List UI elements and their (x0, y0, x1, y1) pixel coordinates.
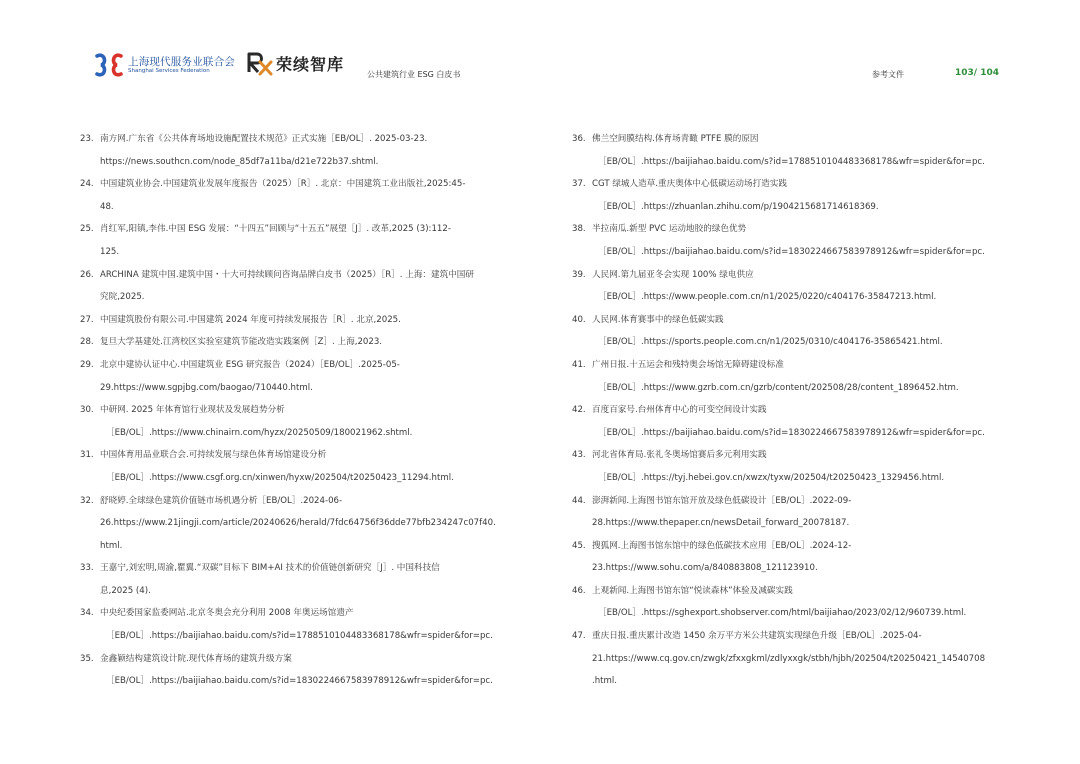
reference-line: 中国建筑股份有限公司.中国建筑 2024 年度可持续发展报告［R］. 北京,2025. (100, 314, 401, 325)
reference-line: 肖红军,阳镇,李伟.中国 ESG 发展：“十四五”回顾与“十五五”展望［J］. 改革,2025 (3):112- (100, 224, 451, 235)
reference-line: ［EB/OL］.https://www.gzrb.com.cn/gzrb/content/202508/28/content_1896452.htm. (598, 382, 959, 393)
reference-line: 中国建筑业协会.中国建筑业发展年度报告（2025）［R］. 北京：中国建筑工业出版社,2025:45- (100, 179, 466, 190)
reference-line: 26.https://www.21jingji.com/article/20240626/herald/7fdc64756f36dde77bfb234247c07f40. (100, 518, 496, 529)
reference-line: 半拉南瓜.新型 PVC 运动地胶的绿色优势 (592, 224, 747, 235)
reference-line: ［EB/OL］.https://baijiahao.baidu.com/s?id=1830224667583978912&wfr=spider&for=pc. (106, 676, 493, 687)
reference-line: 重庆日报.重庆累计改造 1450 余万平方米公共建筑实现绿色升级［EB/OL］.2025-04- (592, 631, 922, 642)
reference-line: 金鑫颖结构建筑设计院.现代体育场的建筑升级方案 (100, 653, 292, 664)
reference-line: 人民网.第九届亚冬会实现 100% 绿电供应 (592, 269, 754, 280)
reference-number: 30. (80, 405, 94, 416)
reference-text (592, 399, 1012, 444)
reference-item (80, 264, 520, 309)
reference-line: 48. (100, 201, 114, 212)
reference-text (100, 354, 520, 399)
page-number: 103/ 104 (955, 68, 999, 78)
reference-number: 38. (572, 224, 586, 235)
reference-line: 舒晓婷.全球绿色建筑价值链市场机遇分析［EB/OL］.2024-06- (100, 495, 343, 506)
org-name-cn: 上海现代服务业联合会 (128, 56, 235, 68)
reference-item (80, 218, 520, 263)
reference-line: 人民网.体育赛事中的绿色低碳实践 (592, 314, 724, 325)
reference-text (100, 218, 520, 263)
reference-item (572, 309, 1012, 354)
reference-text (100, 648, 520, 693)
reference-text (100, 173, 520, 218)
reference-line: 南方网.广东省《公共体育场地设施配置技术规范》正式实施［EB/OL］. 2025-03-23. (100, 134, 428, 144)
reference-item (572, 218, 1012, 263)
reference-item (80, 354, 520, 399)
references-right-column (572, 128, 1012, 693)
reference-line: 佛兰空间膜结构.体育场青瞰 PTFE 膜的原因 (592, 134, 759, 144)
reference-item (572, 173, 1012, 218)
reference-number: 40. (572, 314, 586, 325)
reference-item (80, 173, 520, 218)
reference-line: 究院,2025. (100, 292, 145, 303)
reference-line: ［EB/OL］.https://tyj.hebei.gov.cn/xwzx/tyxw/202504/t20250423_1329456.html. (598, 472, 945, 483)
reference-text (100, 557, 520, 602)
reference-line: 中研网. 2025 年体育馆行业现状及发展趋势分析 (100, 405, 285, 416)
reference-item (80, 128, 520, 173)
reference-line: 28.https://www.thepaper.cn/newsDetail_forward_20078187. (592, 518, 850, 529)
reference-number: 34. (80, 608, 94, 619)
reference-text (100, 444, 520, 489)
reference-number: 31. (80, 450, 94, 461)
reference-number: 39. (572, 269, 586, 280)
reference-item (572, 444, 1012, 489)
reference-item (572, 399, 1012, 444)
reference-text (592, 173, 1012, 218)
reference-line: 广州日报.十五运会和残特奥会场馆无障碍建设标准 (592, 359, 784, 370)
reference-number: 44. (572, 495, 586, 506)
reference-item (80, 557, 520, 602)
reference-text (592, 309, 1012, 354)
reference-line: 澎湃新闻.上海图书馆东馆开放及绿色低碳设计［EB/OL］.2022-09- (592, 495, 852, 506)
reference-number: 41. (572, 359, 586, 370)
reference-number: 25. (80, 224, 94, 235)
reference-line: 23.https://www.sohu.com/a/840883808_121123910. (592, 563, 818, 574)
reference-text (592, 128, 1012, 173)
reference-line: 21.https://www.cq.gov.cn/zwgk/zfxxgkml/zdlyxxgk/stbh/hjbh/202504/t20250421_14540708 (592, 653, 986, 664)
reference-text (100, 264, 520, 309)
reference-text (100, 331, 520, 354)
reference-line: https://news.southcn.com/node_85df7a11ba/d21e722b37.shtml. (100, 156, 379, 167)
references-left-column (80, 128, 520, 693)
page-header (0, 0, 1080, 120)
reference-item (80, 602, 520, 647)
reference-number: 29. (80, 359, 94, 370)
reference-item (572, 625, 1012, 693)
reference-number: 46. (572, 585, 586, 596)
org-name-en: Shanghai Services Federation (128, 68, 210, 74)
reference-line: 河北省体育局.张礼冬奥场馆赛后多元利用实践 (592, 450, 767, 461)
reference-item (80, 648, 520, 693)
reference-item (80, 399, 520, 444)
reference-number: 42. (572, 405, 586, 416)
reference-line: .html. (592, 676, 618, 687)
reference-line: ［EB/OL］.https://baijiahao.baidu.com/s?id=1830224667583978912&wfr=spider&for=pc. (598, 246, 985, 257)
reference-text (592, 535, 1012, 580)
reference-item (572, 128, 1012, 173)
reference-text (100, 490, 520, 558)
reference-line: 百度百家号.台州体育中心的可变空间设计实践 (592, 405, 767, 416)
reference-item (572, 264, 1012, 309)
reference-item (572, 580, 1012, 625)
reference-text (592, 264, 1012, 309)
reference-number: 32. (80, 495, 94, 506)
reference-line: 复旦大学基建处.江湾校区实验室建筑节能改造实践案例［Z］. 上海,2023. (100, 337, 383, 348)
reference-number: 23. (80, 134, 94, 144)
reference-number: 37. (572, 179, 586, 190)
reference-text (592, 580, 1012, 625)
reference-text (592, 625, 1012, 693)
reference-line: 搜狐网.上海图书馆东馆中的绿色低碳技术应用［EB/OL］.2024-12- (592, 540, 852, 551)
reference-text (100, 399, 520, 444)
reference-item (80, 490, 520, 558)
section-label: 参考文件 (872, 70, 904, 79)
reference-line: html. (100, 540, 123, 551)
reference-line: CGT 绿城人造草.重庆奥体中心低碳运动场打造实践 (592, 179, 787, 190)
reference-line: ［EB/OL］.https://www.people.com.cn/n1/2025/0220/c404176-35847213.html. (598, 292, 937, 303)
reference-text (592, 218, 1012, 263)
reference-line: ［EB/OL］.https://zhuanlan.zhihu.com/p/1904215681714618369. (598, 201, 879, 212)
reference-number: 26. (80, 269, 94, 280)
reference-item (80, 444, 520, 489)
reference-number: 24. (80, 179, 94, 190)
reference-line: ARCHINA 建筑中国.建筑中国・十大可持续顾问咨询品牌白皮书（2025）［R］. 上海：建筑中国研 (100, 269, 474, 280)
reference-line: 125. (100, 246, 120, 257)
reference-item (80, 309, 520, 332)
reference-text (592, 490, 1012, 535)
reference-item (80, 331, 520, 354)
reference-line: 北京中建协认证中心.中国建筑业 ESG 研究报告（2024）［EB/OL］.2025-05- (100, 359, 400, 370)
reference-line: 中央纪委国家监委网站.北京冬奥会充分利用 2008 年奥运场馆遗产 (100, 608, 354, 619)
reference-number: 47. (572, 631, 586, 642)
reference-number: 33. (80, 563, 94, 574)
reference-line: ［EB/OL］.https://www.chinairn.com/hyzx/20250509/180021962.shtml. (106, 427, 413, 438)
reference-text (100, 602, 520, 647)
reference-line: 29.https://www.sgpjbg.com/baogao/710440.html. (100, 382, 313, 393)
reference-text (592, 444, 1012, 489)
reference-line: 中国体育用品业联合会.可持续发展与绿色体育场馆建设分析 (100, 450, 327, 461)
reference-text (100, 309, 520, 332)
reference-text (592, 354, 1012, 399)
reference-line: ［EB/OL］.https://baijiahao.baidu.com/s?id=1830224667583978912&wfr=spider&for=pc. (598, 427, 985, 438)
reference-line: ［EB/OL］.https://sports.people.com.cn/n1/2025/0310/c404176-35865421.html. (598, 337, 943, 348)
reference-number: 45. (572, 540, 586, 551)
rx-logo-mark-icon (246, 50, 274, 76)
brand-name: 荣续智库 (276, 55, 345, 74)
reference-number: 43. (572, 450, 586, 461)
reference-item (572, 535, 1012, 580)
ssf-logo (93, 52, 235, 80)
ssf-logo-mark-icon (93, 52, 125, 78)
reference-item (572, 354, 1012, 399)
reference-number: 28. (80, 337, 94, 348)
reference-line: 上观新闻.上海图书馆东馆“悦读森林”体验及减碳实践 (592, 585, 793, 596)
reference-text (100, 128, 520, 173)
reference-number: 36. (572, 134, 586, 144)
document-title: 公共建筑行业 ESG 白皮书 (367, 70, 461, 79)
reference-line: 息,2025 (4). (100, 585, 151, 596)
reference-number: 27. (80, 314, 94, 325)
reference-line: ［EB/OL］.https://sghexport.shobserver.com/html/baijiahao/2023/02/12/960739.html. (598, 608, 967, 619)
reference-item (572, 490, 1012, 535)
reference-line: 王嘉宁,刘宏明,周渝,瞿翼.“双碳”目标下 BIM+AI 技术的价值链创新研究［J］. 中国科技信 (100, 563, 440, 574)
reference-line: ［EB/OL］.https://www.csgf.org.cn/xinwen/hyxw/202504/t20250423_11294.html. (106, 472, 454, 483)
reference-line: ［EB/OL］.https://baijiahao.baidu.com/s?id=1788510104483368178&wfr=spider&for=pc. (106, 631, 493, 642)
reference-line: ［EB/OL］.https://baijiahao.baidu.com/s?id=1788510104483368178&wfr=spider&for=pc. (598, 156, 985, 167)
reference-number: 35. (80, 653, 94, 664)
